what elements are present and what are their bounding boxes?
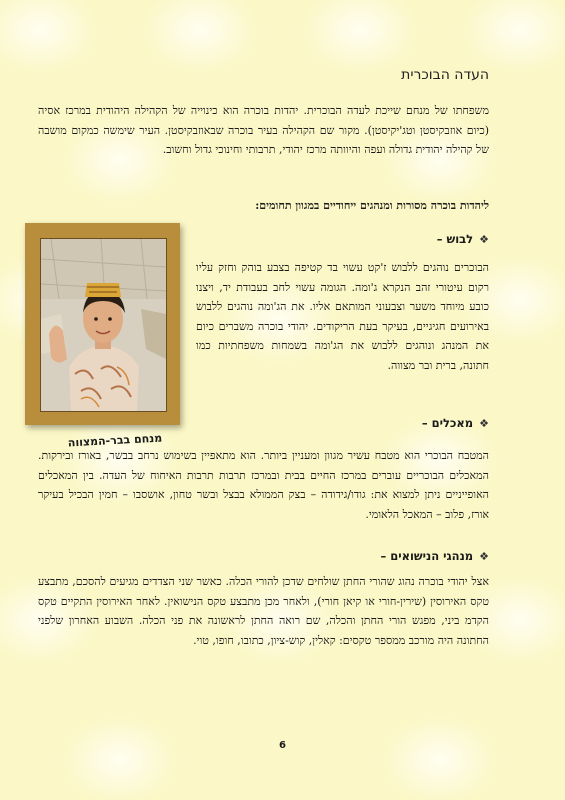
photo-frame [25, 223, 180, 425]
marriage-paragraph: אצל יהודי בוכרה נהוג שהורי החתן שולחים שדכן להורי הכלה. כאשר שני הצדדים מגיעים להסכם, מתבצע טקס האירוסין (שירין-חורי או קיאן חורי), ולאחר מכן מתבצע טקס הנישואין. לאחר האירוסין התקיים טקס הקדמ ביני, מפגש הורי החתן והכלה, שם רואה החתן לראשונה את פני הכלה. השבוע האחרון שלפני החתונה היה מורכב ממספר טקסים: קאלין, קוש-ציון, כתובו, חופו, טוי. [38, 575, 489, 647]
page-number: 6 [279, 740, 286, 751]
boy-photo [40, 238, 167, 412]
diamond-bullet-icon: ❖ [479, 233, 489, 246]
diamond-bullet-icon: ❖ [479, 550, 489, 563]
intro-paragraph: משפחתו של מנחם שייכת לעדה הבוכרית. יהדות בוכרה הוא כינוייה של הקהילה היהודית במרכז אסיה (כיום אוזבקיסטן וטג'יקיסטן). מקור שם הקהילה בעיר בוכרה שבאוזבקיסטן. העיר שימשה כמקום מושבה של קהילה יהודית גדולה ועפה והיוותה מרכז יהודי, תרבותי וחינוכי גדול וחשוב. [38, 104, 489, 156]
diamond-bullet-icon: ❖ [479, 417, 489, 430]
section-heading-label: מנהגי הנישואים – [380, 549, 474, 563]
section-heading-food [422, 416, 489, 430]
food-paragraph: המטבח הבוכרי הוא מטבח עשיר מגוון ומעניין ביותר. הוא מתאפיין בשימוש נרחב בבשר, באורז ובירקות. המאכלים הבוכריים עוברים במרכז החיים בבית ובמרכז תרבות תרבות האיחוח של העדה. בין המאכלים האופייניים ניתן למצוא את: גודו/גידודה – בצק הממולא בבצל ובשר טחון, אושסבו – חמין הבכיל בעיקר אורז, פלוב – המאכל הלאומי. [38, 449, 489, 521]
section-heading-label: מאכלים – [421, 416, 474, 430]
clothing-paragraph: הבוכרים נוהגים ללבוש ז'קט עשוי בד קטיפה בצבע בוהק וחזק עליו רקום עיטורי זהב הנקרא ג'ומה. הגומה עשוי לחב בעבודת יד, ויצנו כובע מיוחד משער וצבעוני המותאם אליו. את הג'ומה נוהגים ללבוש באירועים חגיגיים, בעיקר בעת הריקודים. יהודי בוכרה משברים כיום את המנהג ונוהגים ללבוש את הג'ומה בשמחות משפחתיות כמו חתונה, ברית ובר מצווה. [196, 261, 489, 372]
page-title: העדה הבוכרית [401, 67, 489, 83]
lead-sentence: ליהדות בוכרה מסורות ומנהגים ייחודיים במגוון תחומים: [255, 199, 489, 212]
section-heading-marriage [380, 549, 489, 563]
section-heading-label: לבוש – [436, 232, 474, 246]
photo-caption: מנחם בבר-המצווה [67, 431, 163, 450]
section-heading-clothing [437, 232, 489, 246]
